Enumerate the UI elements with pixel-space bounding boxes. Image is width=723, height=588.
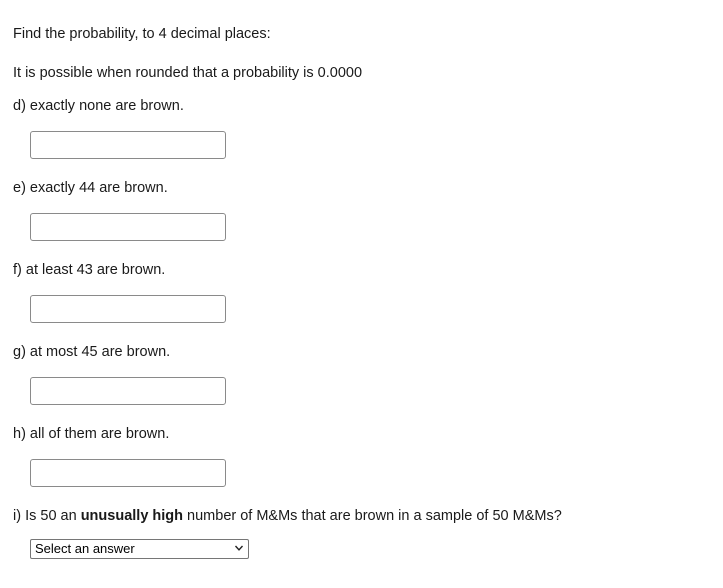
question-e-input[interactable] bbox=[30, 213, 226, 241]
chevron-down-icon bbox=[234, 543, 244, 553]
question-d-input[interactable] bbox=[30, 131, 226, 159]
instruction-text: Find the probability, to 4 decimal places: bbox=[13, 26, 271, 42]
question-i-emphasis: unusually high bbox=[80, 508, 184, 524]
question-e-label: e) exactly 44 are brown. bbox=[13, 180, 168, 196]
question-g-input[interactable] bbox=[30, 377, 226, 405]
question-f-input[interactable] bbox=[30, 295, 226, 323]
question-h-label: h) all of them are brown. bbox=[13, 426, 170, 442]
question-i-prefix: i) Is 50 an bbox=[13, 508, 81, 524]
question-d-label: d) exactly none are brown. bbox=[13, 98, 184, 114]
question-h-input[interactable] bbox=[30, 459, 226, 487]
answer-select-value: Select an answer bbox=[35, 541, 135, 556]
rounding-note: It is possible when rounded that a probability is 0.0000 bbox=[13, 65, 363, 81]
question-i-suffix: number of M&Ms that are brown in a sample of 50 M&Ms? bbox=[183, 508, 562, 524]
question-f-label: f) at least 43 are brown. bbox=[13, 262, 166, 278]
question-i-label bbox=[13, 507, 562, 525]
question-g-label: g) at most 45 are brown. bbox=[13, 344, 171, 360]
answer-select[interactable] bbox=[30, 539, 249, 559]
